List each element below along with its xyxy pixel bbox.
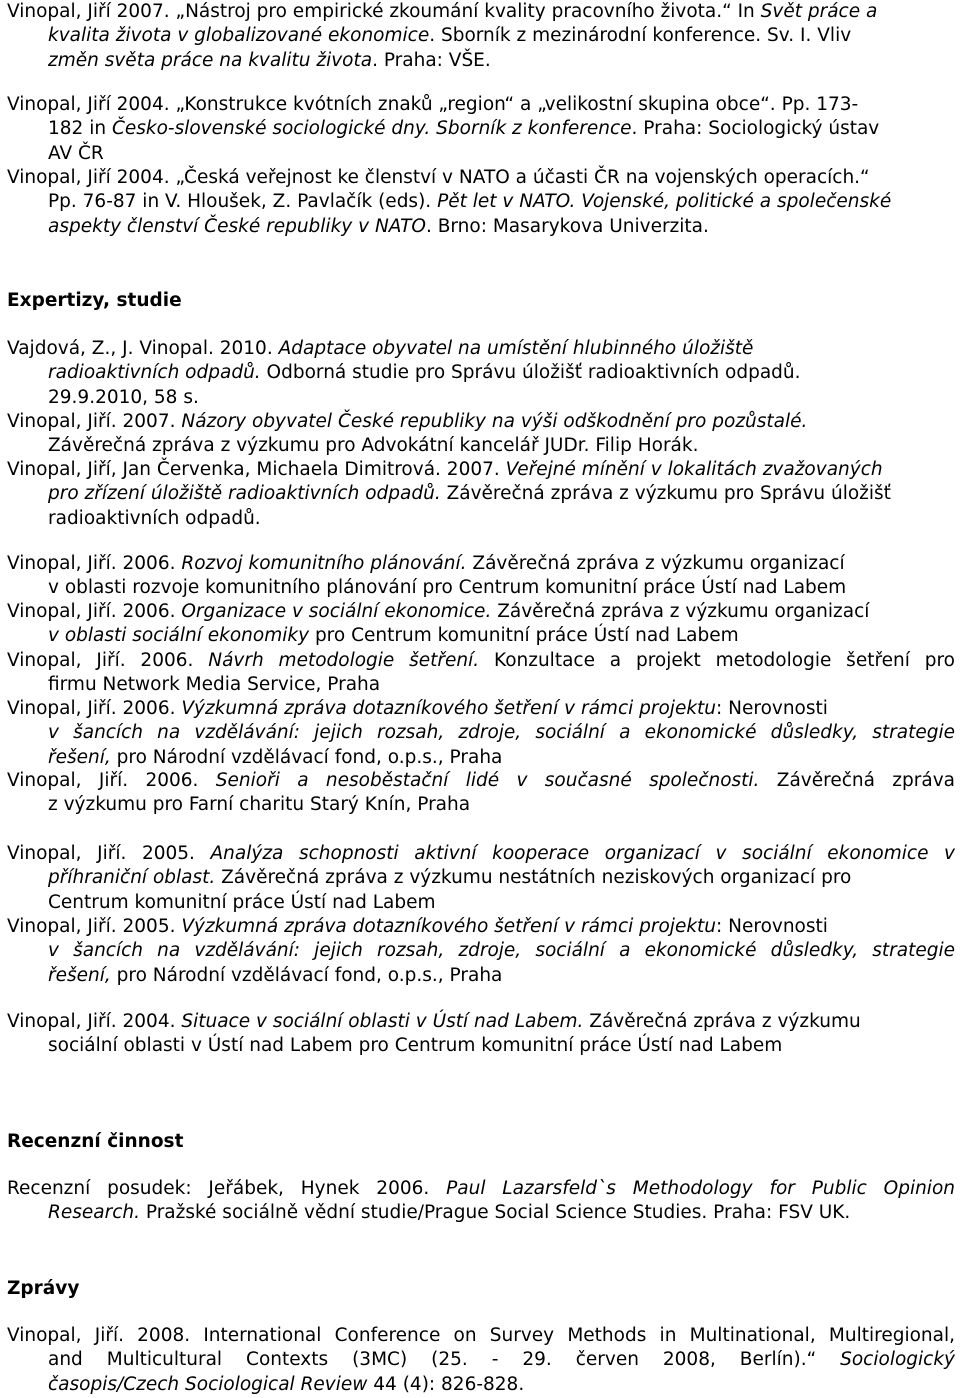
text-segment: Pp. 76-87 in V. Hloušek, Z. Pavlačík (eds).: [48, 191, 438, 213]
text-segment: AV ČR: [48, 142, 104, 164]
italic-text: pro zřízení úložiště radioaktivních odpadů.: [48, 483, 441, 505]
text-segment: . Praha: Sociologický ústav: [631, 118, 880, 140]
italic-text: Výzkumná zpráva dotazníkového šetření v rámci projektu: [181, 916, 717, 937]
reference-line: [7, 386, 955, 410]
text-segment: Vinopal, Jiří. 2008. International Conference on Survey Methods in Multinational, Multiregional,: [7, 1325, 955, 1346]
reference-line: [7, 939, 955, 963]
reference-line: [7, 1348, 955, 1372]
reference-entry: [7, 410, 955, 459]
text-segment: Vinopal, Jiří. 2006.: [7, 698, 182, 719]
text-segment: pro Národní vzdělávací fond, o.p.s., Praha: [110, 964, 503, 986]
text-segment: Konzultace a projekt metodologie šetření pro: [479, 650, 956, 671]
reference-entry: [7, 842, 955, 915]
reference-line: [7, 166, 955, 190]
italic-text: Research.: [48, 1202, 140, 1224]
italic-text: Česko-slovenské sociologické dny. Sborník z konference: [111, 118, 632, 140]
italic-text: Rozvoj komunitního plánování.: [181, 553, 467, 574]
text-segment: 29.9.2010, 58 s.: [48, 386, 199, 408]
italic-text: Senioři a nesoběstační lidé v současné společnosti.: [215, 770, 760, 791]
text-segment: z výzkumu pro Farní charitu Starý Knín, Praha: [48, 794, 471, 816]
text-segment: Odborná studie pro Správu úložišť radioaktivních odpadů.: [260, 362, 801, 384]
italic-text: Pět let v NATO. Vojenské, politické a společenské: [437, 191, 892, 213]
reference-line: [7, 866, 955, 890]
text-segment: : Nerovnosti: [716, 916, 828, 937]
text-segment: Vinopal, Jiří. 2006.: [7, 553, 182, 574]
italic-text: Paul Lazarsfeld`s Methodology for Public Opinion: [446, 1178, 955, 1199]
reference-line: [7, 1010, 955, 1034]
text-segment: Vinopal, Jiří. 2005.: [7, 916, 182, 937]
reference-entry: [7, 1324, 955, 1397]
italic-text: Názory obyvatel České republiky na výši odškodnění pro pozůstalé.: [181, 411, 808, 432]
text-segment: Vajdová, Z., J. Vinopal. 2010.: [7, 338, 279, 359]
italic-text: radioaktivních odpadů.: [48, 362, 261, 384]
reference-line: [7, 600, 955, 624]
italic-text: změn světa práce na kvalitu života: [48, 49, 373, 71]
text-segment: 44 (4): 826-828.: [367, 1373, 525, 1395]
italic-text: Sociologický: [840, 1349, 955, 1371]
reference-line: [7, 769, 955, 793]
text-segment: Vinopal, Jiří. 2007.: [7, 411, 182, 432]
italic-text: Organizace v sociální ekonomice.: [181, 601, 492, 622]
text-segment: radioaktivních odpadů.: [48, 507, 261, 529]
text-segment: sociální oblasti v Ústí nad Labem pro Centrum komunitní práce Ústí nad Labem: [48, 1035, 783, 1057]
italic-text: v šancích na vzdělávání: jejich rozsah, zdroje, sociální a ekonomické důsledky, strategie: [48, 722, 955, 744]
reference-entry: [7, 166, 955, 239]
heading-recenzni-cinnost: Recenzní činnost: [7, 1131, 184, 1152]
text-segment: Vinopal, Jiří. 2006.: [7, 650, 209, 671]
reference-line: [7, 576, 955, 600]
italic-text: v šancích na vzdělávání: jejich rozsah, zdroje, sociální a ekonomické důsledky, strategie: [48, 940, 955, 962]
text-segment: . Praha: VŠE.: [372, 49, 491, 71]
text-segment: Závěrečná zpráva z výzkumu organizací: [466, 553, 845, 574]
reference-line: [7, 507, 955, 531]
reference-line: [7, 24, 955, 48]
italic-text: Adaptace obyvatel na umístění hlubinného úložiště: [278, 338, 754, 359]
text-segment: Centrum komunitní práce Ústí nad Labem: [48, 891, 436, 913]
reference-line: [7, 434, 955, 458]
reference-line: [7, 746, 955, 770]
reference-entry: [7, 1177, 955, 1226]
italic-text: Situace v sociální oblasti v Ústí nad Labem.: [181, 1011, 584, 1032]
reference-line: [7, 337, 955, 361]
reference-line: [7, 721, 955, 745]
text-segment: Pražské sociálně vědní studie/Prague Social Science Studies. Praha: FSV UK.: [139, 1202, 851, 1224]
reference-entry: [7, 93, 955, 166]
reference-line: [7, 458, 955, 482]
reference-line: [7, 697, 955, 721]
reference-line: [7, 1177, 955, 1201]
reference-line: [7, 190, 955, 214]
italic-text: Veřejné mínění v lokalitách zvažovaných: [505, 459, 883, 480]
text-segment: Vinopal, Jiří. 2005.: [7, 843, 211, 864]
italic-text: Návrh metodologie šetření.: [208, 650, 480, 671]
reference-line: [7, 552, 955, 576]
text-segment: : Nerovnosti: [716, 698, 828, 719]
reference-line: [7, 49, 955, 73]
text-segment: Vinopal, Jiří 2007. „Nástroj pro empirické zkoumání kvality pracovního života.“ In: [7, 1, 761, 22]
italic-text: řešení,: [48, 746, 111, 768]
text-segment: . Sborník z mezinárodní konference. Sv. I. Vliv: [429, 25, 852, 47]
text-segment: firmu Network Media Service, Praha: [48, 674, 381, 696]
reference-entry: [7, 697, 955, 770]
text-segment: . Brno: Masarykova Univerzita.: [425, 215, 709, 237]
reference-line: [7, 410, 955, 434]
italic-text: řešení,: [48, 964, 111, 986]
italic-text: časopis/Czech Sociological Review: [48, 1373, 368, 1395]
text-segment: and Multicultural Contexts (3MC) (25. - 29. červen 2008, Berlín).“: [48, 1349, 841, 1371]
reference-line: [7, 842, 955, 866]
text-segment: Závěrečná zpráva z výzkumu pro Správu úložišť: [440, 483, 891, 505]
reference-entry: [7, 649, 955, 698]
italic-text: aspekty členství České republiky v NATO: [48, 215, 426, 237]
text-segment: Vinopal, Jiří. 2006.: [7, 770, 216, 791]
italic-text: v oblasti sociální ekonomiky: [48, 625, 310, 647]
reference-line: [7, 1373, 955, 1397]
reference-line: [7, 624, 955, 648]
reference-line: [7, 361, 955, 385]
reference-entry: [7, 1010, 955, 1059]
italic-text: kvalita života v globalizované ekonomice: [48, 25, 430, 47]
reference-line: [7, 673, 955, 697]
italic-text: Výzkumná zpráva dotazníkového šetření v rámci projektu: [181, 698, 717, 719]
text-segment: Závěrečná zpráva z výzkumu: [583, 1011, 861, 1032]
heading-expertizy: Expertizy, studie: [7, 290, 182, 311]
reference-line: [7, 142, 955, 166]
reference-line: [7, 482, 955, 506]
reference-line: [7, 793, 955, 817]
reference-line: [7, 1201, 955, 1225]
text-segment: pro Národní vzdělávací fond, o.p.s., Praha: [110, 746, 503, 768]
italic-text: Analýza schopnosti aktivní kooperace organizací v sociální ekonomice v: [210, 843, 955, 864]
reference-line: [7, 1034, 955, 1058]
text-segment: v oblasti rozvoje komunitního plánování pro Centrum komunitní práce Ústí nad Labem: [48, 577, 847, 599]
text-segment: Závěrečná zpráva z výzkumu organizací: [491, 601, 870, 622]
text-segment: Vinopal, Jiří 2004. „Česká veřejnost ke členství v NATO a účasti ČR na vojenských operacích.“: [7, 167, 870, 188]
italic-text: příhraniční oblast.: [48, 867, 216, 889]
text-segment: Vinopal, Jiří 2004. „Konstrukce kvótních znaků „region“ a „velikostní skupina obce“. Pp. 173-: [7, 94, 859, 115]
reference-line: [7, 93, 955, 117]
text-segment: Vinopal, Jiří, Jan Červenka, Michaela Dimitrová. 2007.: [7, 459, 506, 480]
reference-line: [7, 649, 955, 673]
text-segment: Vinopal, Jiří. 2004.: [7, 1011, 182, 1032]
reference-entry: [7, 769, 955, 818]
reference-line: [7, 0, 955, 24]
reference-line: [7, 1324, 955, 1348]
reference-entry: [7, 0, 955, 73]
reference-entry: [7, 552, 955, 601]
reference-entry: [7, 915, 955, 988]
text-segment: Závěrečná zpráva z výzkumu pro Advokátní kancelář JUDr. Filip Horák.: [48, 435, 699, 457]
reference-entry: [7, 600, 955, 649]
text-segment: 182 in: [48, 118, 112, 140]
text-segment: Závěrečná zpráva z výzkumu nestátních neziskových organizací pro: [215, 867, 852, 889]
reference-line: [7, 964, 955, 988]
heading-zpravy: Zprávy: [7, 1278, 80, 1299]
text-segment: Vinopal, Jiří. 2006.: [7, 601, 182, 622]
reference-line: [7, 117, 955, 141]
reference-line: [7, 215, 955, 239]
reference-line: [7, 915, 955, 939]
text-segment: Závěrečná zpráva: [759, 770, 955, 791]
reference-line: [7, 891, 955, 915]
reference-entry: [7, 458, 955, 531]
italic-text: Svět práce a: [760, 1, 878, 22]
reference-entry: [7, 337, 955, 410]
text-segment: Recenzní posudek: Jeřábek, Hynek 2006.: [7, 1178, 447, 1199]
text-segment: pro Centrum komunitní práce Ústí nad Labem: [309, 625, 739, 647]
